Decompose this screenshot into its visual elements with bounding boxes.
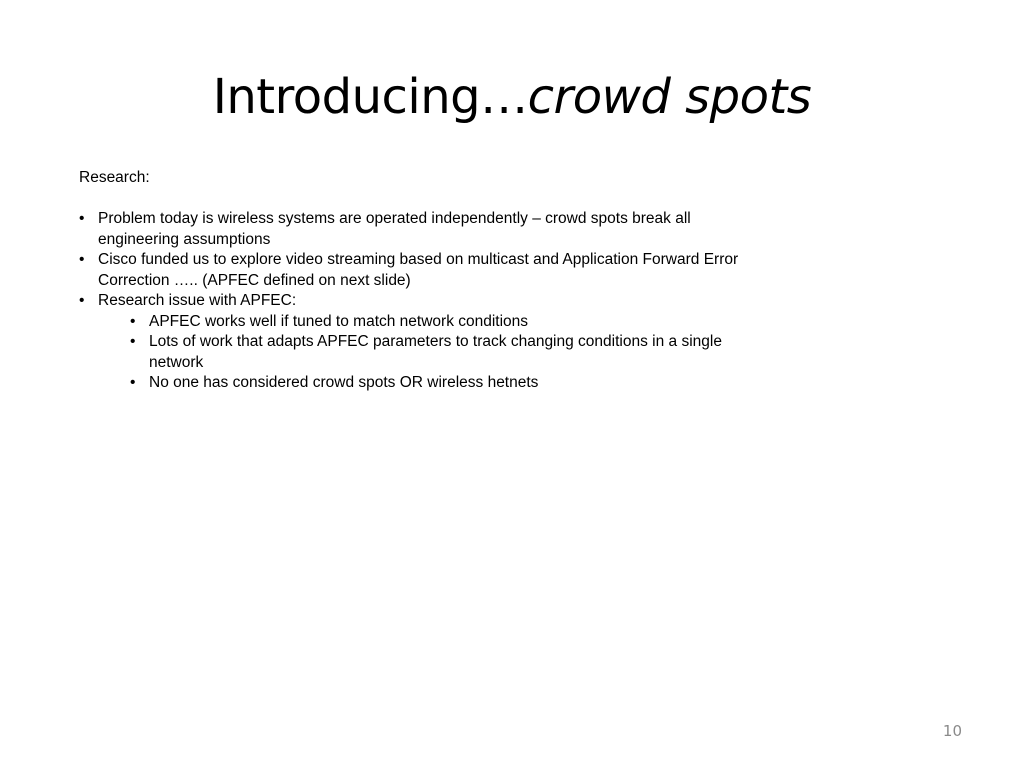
sub-list-item-text: APFEC works well if tuned to match network conditions (149, 312, 529, 330)
slide-body (79, 168, 779, 394)
bullet-icon: • (79, 251, 85, 268)
bullet-icon: • (130, 333, 136, 350)
sub-list-item (79, 312, 769, 333)
list-item (79, 250, 758, 291)
bullet-icon: • (79, 292, 85, 309)
list-item (79, 291, 758, 312)
page-number: 10 (942, 722, 962, 740)
bullet-icon: • (79, 210, 85, 227)
title-plain: Introducing… (212, 69, 528, 125)
sub-list-item (79, 373, 769, 394)
list-item (79, 209, 758, 250)
bullet-icon: • (130, 374, 136, 391)
list-item-text: Cisco funded us to explore video streaming based on multicast and Application Forward Error Correction ….. (APFEC defined on next slide) (98, 251, 739, 289)
sub-list-item-text: No one has considered crowd spots OR wireless hetnets (149, 374, 539, 391)
sub-list-item (79, 332, 769, 373)
slide-title (0, 62, 1024, 132)
bullet-list (79, 209, 779, 394)
bullet-icon: • (130, 312, 136, 330)
list-item-text: Problem today is wireless systems are operated independently – crowd spots break all engineering assumptions (98, 210, 691, 248)
section-heading: Research: (79, 169, 150, 186)
title-italic: crowd spots (527, 69, 812, 125)
blank-line (79, 189, 779, 210)
list-item-text: Research issue with APFEC: (98, 292, 297, 309)
sub-list-item-text: Lots of work that adapts APFEC parameters to track changing conditions in a single network (149, 333, 722, 371)
